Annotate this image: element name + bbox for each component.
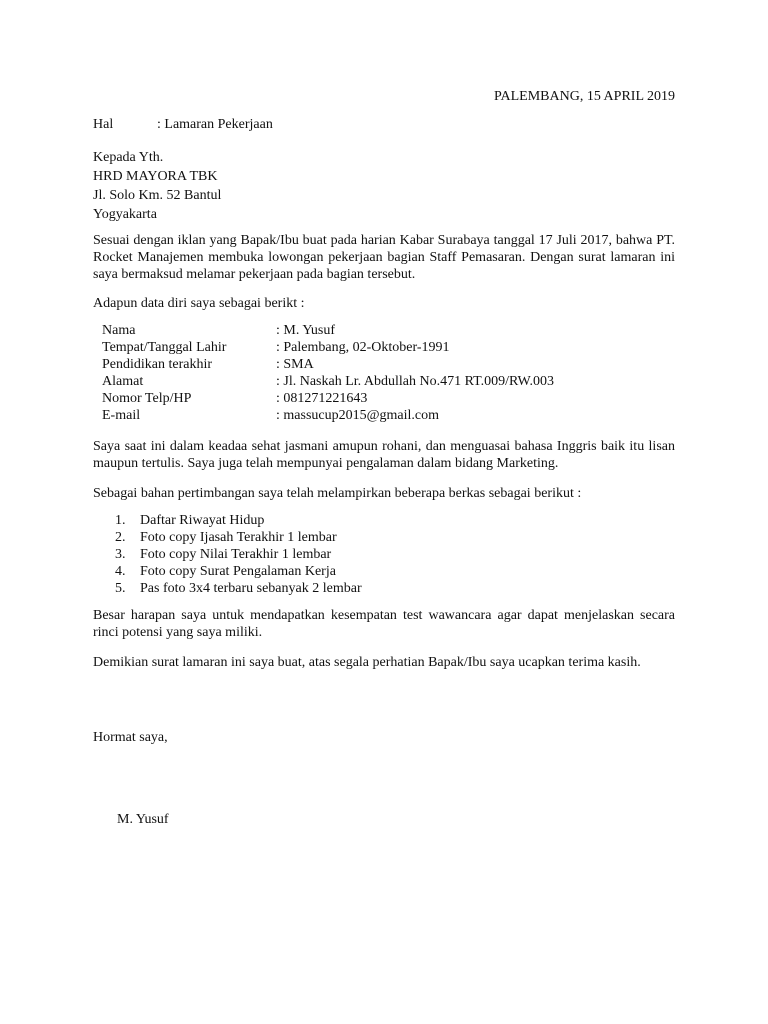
personal-data-table [102,322,554,424]
place-date: PALEMBANG, 15 APRIL 2019 [494,89,675,104]
list-number: 2. [115,530,126,545]
data-row [102,356,554,373]
list-text: Foto copy Surat Pengalaman Kerja [140,564,336,579]
data-row [102,390,554,407]
list-item [115,563,362,580]
signer-name: M. Yusuf [117,812,169,827]
data-label: Tempat/Tanggal Lahir [102,340,227,355]
recipient-address [93,148,221,224]
list-item [115,546,362,563]
data-label: Nama [102,323,136,338]
paragraph-hope: Besar harapan saya untuk mendapatkan kesempatan test wawancara agar dapat menjelaskan secara rinci potensi yang saya miliki. [93,608,675,640]
paragraph-opening: Sesuai dengan iklan yang Bapak/Ibu buat pada harian Kabar Surabaya tanggal 17 Juli 2017, bahwa PT. Rocket Manajemen membuka lowongan pekerjaan bagian Staff Pemasaran. Dengan surat lamaran ini saya bermaksud melamar pekerjaan pada bagian tersebut. [93,233,675,282]
data-value: : 081271221643 [276,391,368,406]
recipient-line: Kepada Yth. [93,150,164,165]
data-value: : SMA [276,357,314,372]
data-label: E-mail [102,408,141,423]
paragraph-closing: Demikian surat lamaran ini saya buat, atas segala perhatian Bapak/Ibu saya ucapkan terima kasih. [93,655,641,670]
data-label: Nomor Telp/HP [102,391,192,406]
list-number: 3. [115,547,126,562]
data-row [102,373,554,390]
paragraph-condition: Saya saat ini dalam keadaa sehat jasmani amupun rohani, dan menguasai bahasa Inggris baik itu lisan maupun tertulis. Saya juga telah mempunyai pengalaman dalam bidang Marketing. [93,439,675,471]
data-value: : Palembang, 02-Oktober-1991 [276,340,450,355]
data-label: Alamat [102,374,144,389]
attachments-intro: Sebagai bahan pertimbangan saya telah melampirkan beberapa berkas sebagai berikut : [93,486,582,501]
list-text: Daftar Riwayat Hidup [140,513,265,528]
recipient-line: Jl. Solo Km. 52 Bantul [93,188,222,203]
list-item [115,512,362,529]
data-value: : massucup2015@gmail.com [276,408,439,423]
data-row [102,322,554,339]
list-item [115,580,362,597]
subject-value: : Lamaran Pekerjaan [157,117,273,132]
list-item [115,529,362,546]
data-value: : M. Yusuf [276,323,335,338]
data-value: : Jl. Naskah Lr. Abdullah No.471 RT.009/RW.003 [276,374,554,389]
list-text: Foto copy Nilai Terakhir 1 lembar [140,547,332,562]
subject-line [93,116,273,133]
data-intro: Adapun data diri saya sebagai berikt : [93,296,305,311]
recipient-line: Yogyakarta [93,207,157,222]
list-text: Pas foto 3x4 terbaru sebanyak 2 lembar [140,581,362,596]
list-number: 5. [115,581,126,596]
data-row [102,339,554,356]
data-row [102,407,554,424]
data-label: Pendidikan terakhir [102,357,213,372]
attachments-list [115,512,362,597]
list-number: 4. [115,564,126,579]
recipient-line: HRD MAYORA TBK [93,169,218,184]
list-number: 1. [115,513,126,528]
closing-salutation: Hormat saya, [93,730,168,745]
subject-label: Hal [93,117,114,132]
list-text: Foto copy Ijasah Terakhir 1 lembar [140,530,337,545]
